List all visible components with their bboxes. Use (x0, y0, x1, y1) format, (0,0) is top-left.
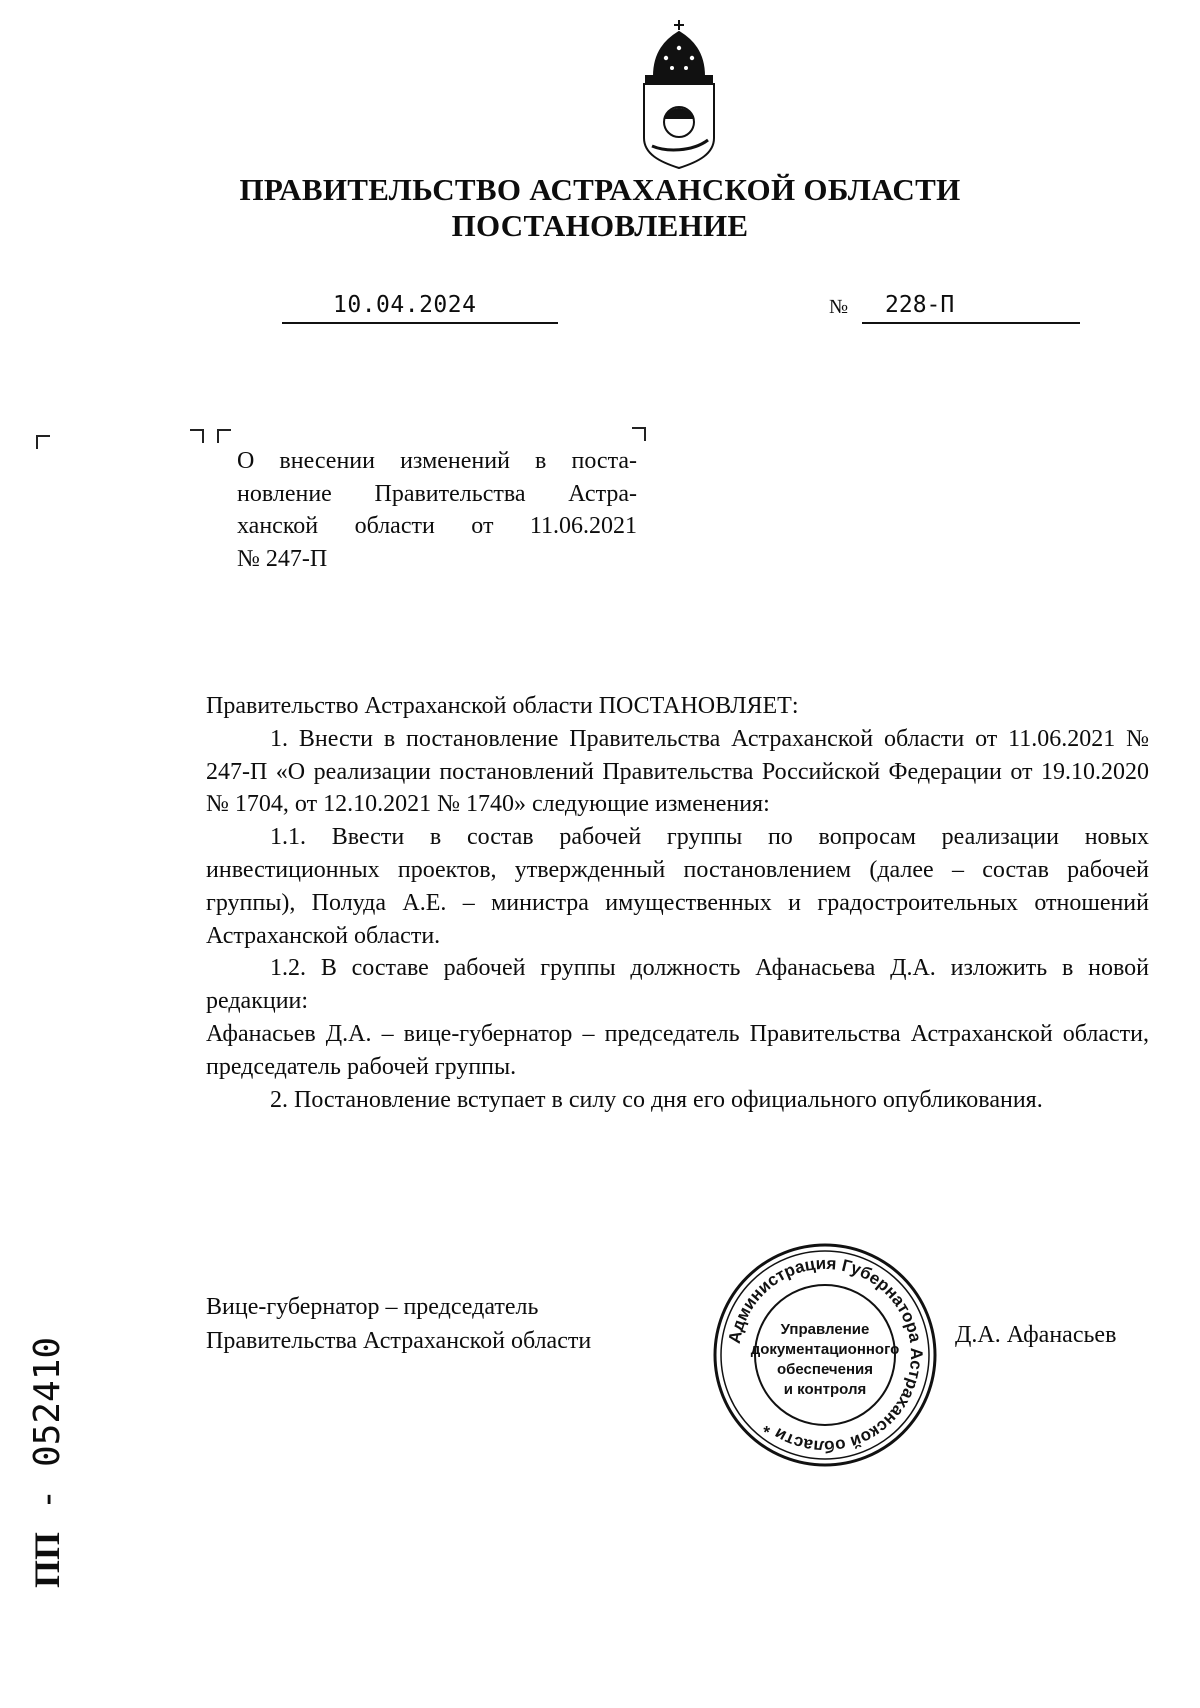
official-stamp (712, 1242, 938, 1468)
number-sign: № (829, 296, 849, 318)
position-line: Вице-губернатор – председатель (206, 1294, 539, 1320)
subject-line: ханской области от 11.06.2021 (237, 513, 637, 539)
corner-mark-topic-b (217, 429, 231, 443)
corner-mark-left (36, 435, 50, 449)
subject-line: новление Правительства Астра- (237, 480, 637, 507)
document-body (206, 690, 1149, 1116)
svg-text:Администрация Губернатора Астр: Администрация Губернатора Астраханской области * (724, 1253, 927, 1457)
corner-mark-topic-a (190, 429, 204, 443)
subject-line: О внесении изменений в поста- (237, 448, 637, 474)
corner-mark-topic-right (632, 427, 646, 441)
serial-prefix: ПП (27, 1531, 67, 1588)
document-number: 228-П (885, 292, 955, 318)
svg-text:Управление: Управление (780, 1321, 870, 1338)
position-line: Правительства Астраханской области (206, 1328, 592, 1354)
clause-2: 2. Постановление вступает в силу со дня его официального опубликования. (270, 1086, 1043, 1113)
resolution-intro: Правительство Астраханской области ПОСТАНОВЛЯЕТ: (206, 693, 799, 719)
signatory-position (206, 1290, 591, 1358)
document-subject (237, 445, 637, 575)
document-type-title: ПОСТАНОВЛЕНИЕ (451, 208, 749, 243)
svg-text:документационного: документационного (750, 1341, 900, 1358)
organization-title: ПРАВИТЕЛЬСТВО АСТРАХАНСКОЙ ОБЛАСТИ (239, 172, 961, 207)
svg-text:обеспечения: обеспечения (776, 1361, 874, 1378)
svg-text:и контроля: и контроля (783, 1381, 867, 1398)
document-serial-number (26, 1336, 72, 1588)
clause-1: 1. Внести в постановление Правительства Астраханской области от 11.06.2021 № 247-П «О реализации постановлений Правительства Российской Федерации от 19.10.2020 № 1704, от 12.10.2021 № 1740» следующие изменения: (206, 725, 1149, 818)
subject-line: № 247-П (237, 545, 328, 572)
document-date: 10.04.2024 (333, 292, 477, 318)
clause-1-2: 1.2. В составе рабочей группы должность Афанасьева Д.А. изложить в новой редакции: (206, 955, 1149, 1015)
clause-1-2-text: Афанасьев Д.А. – вице-губернатор – председатель Правительства Астраханской области, председатель рабочей группы. (206, 1020, 1149, 1080)
clause-1-1: 1.1. Ввести в состав рабочей группы по вопросам реализации новых инвестиционных проектов, утвержденный постановлением (далее – состав рабочей группы), Полуда А.Е. – министра имущественных и градостроительных отношений Астраханской области. (206, 824, 1149, 949)
serial-number: - 052410 (27, 1336, 68, 1532)
coat-of-arms-emblem (636, 18, 722, 170)
signatory-name: Д.А. Афанасьев (955, 1322, 1117, 1348)
